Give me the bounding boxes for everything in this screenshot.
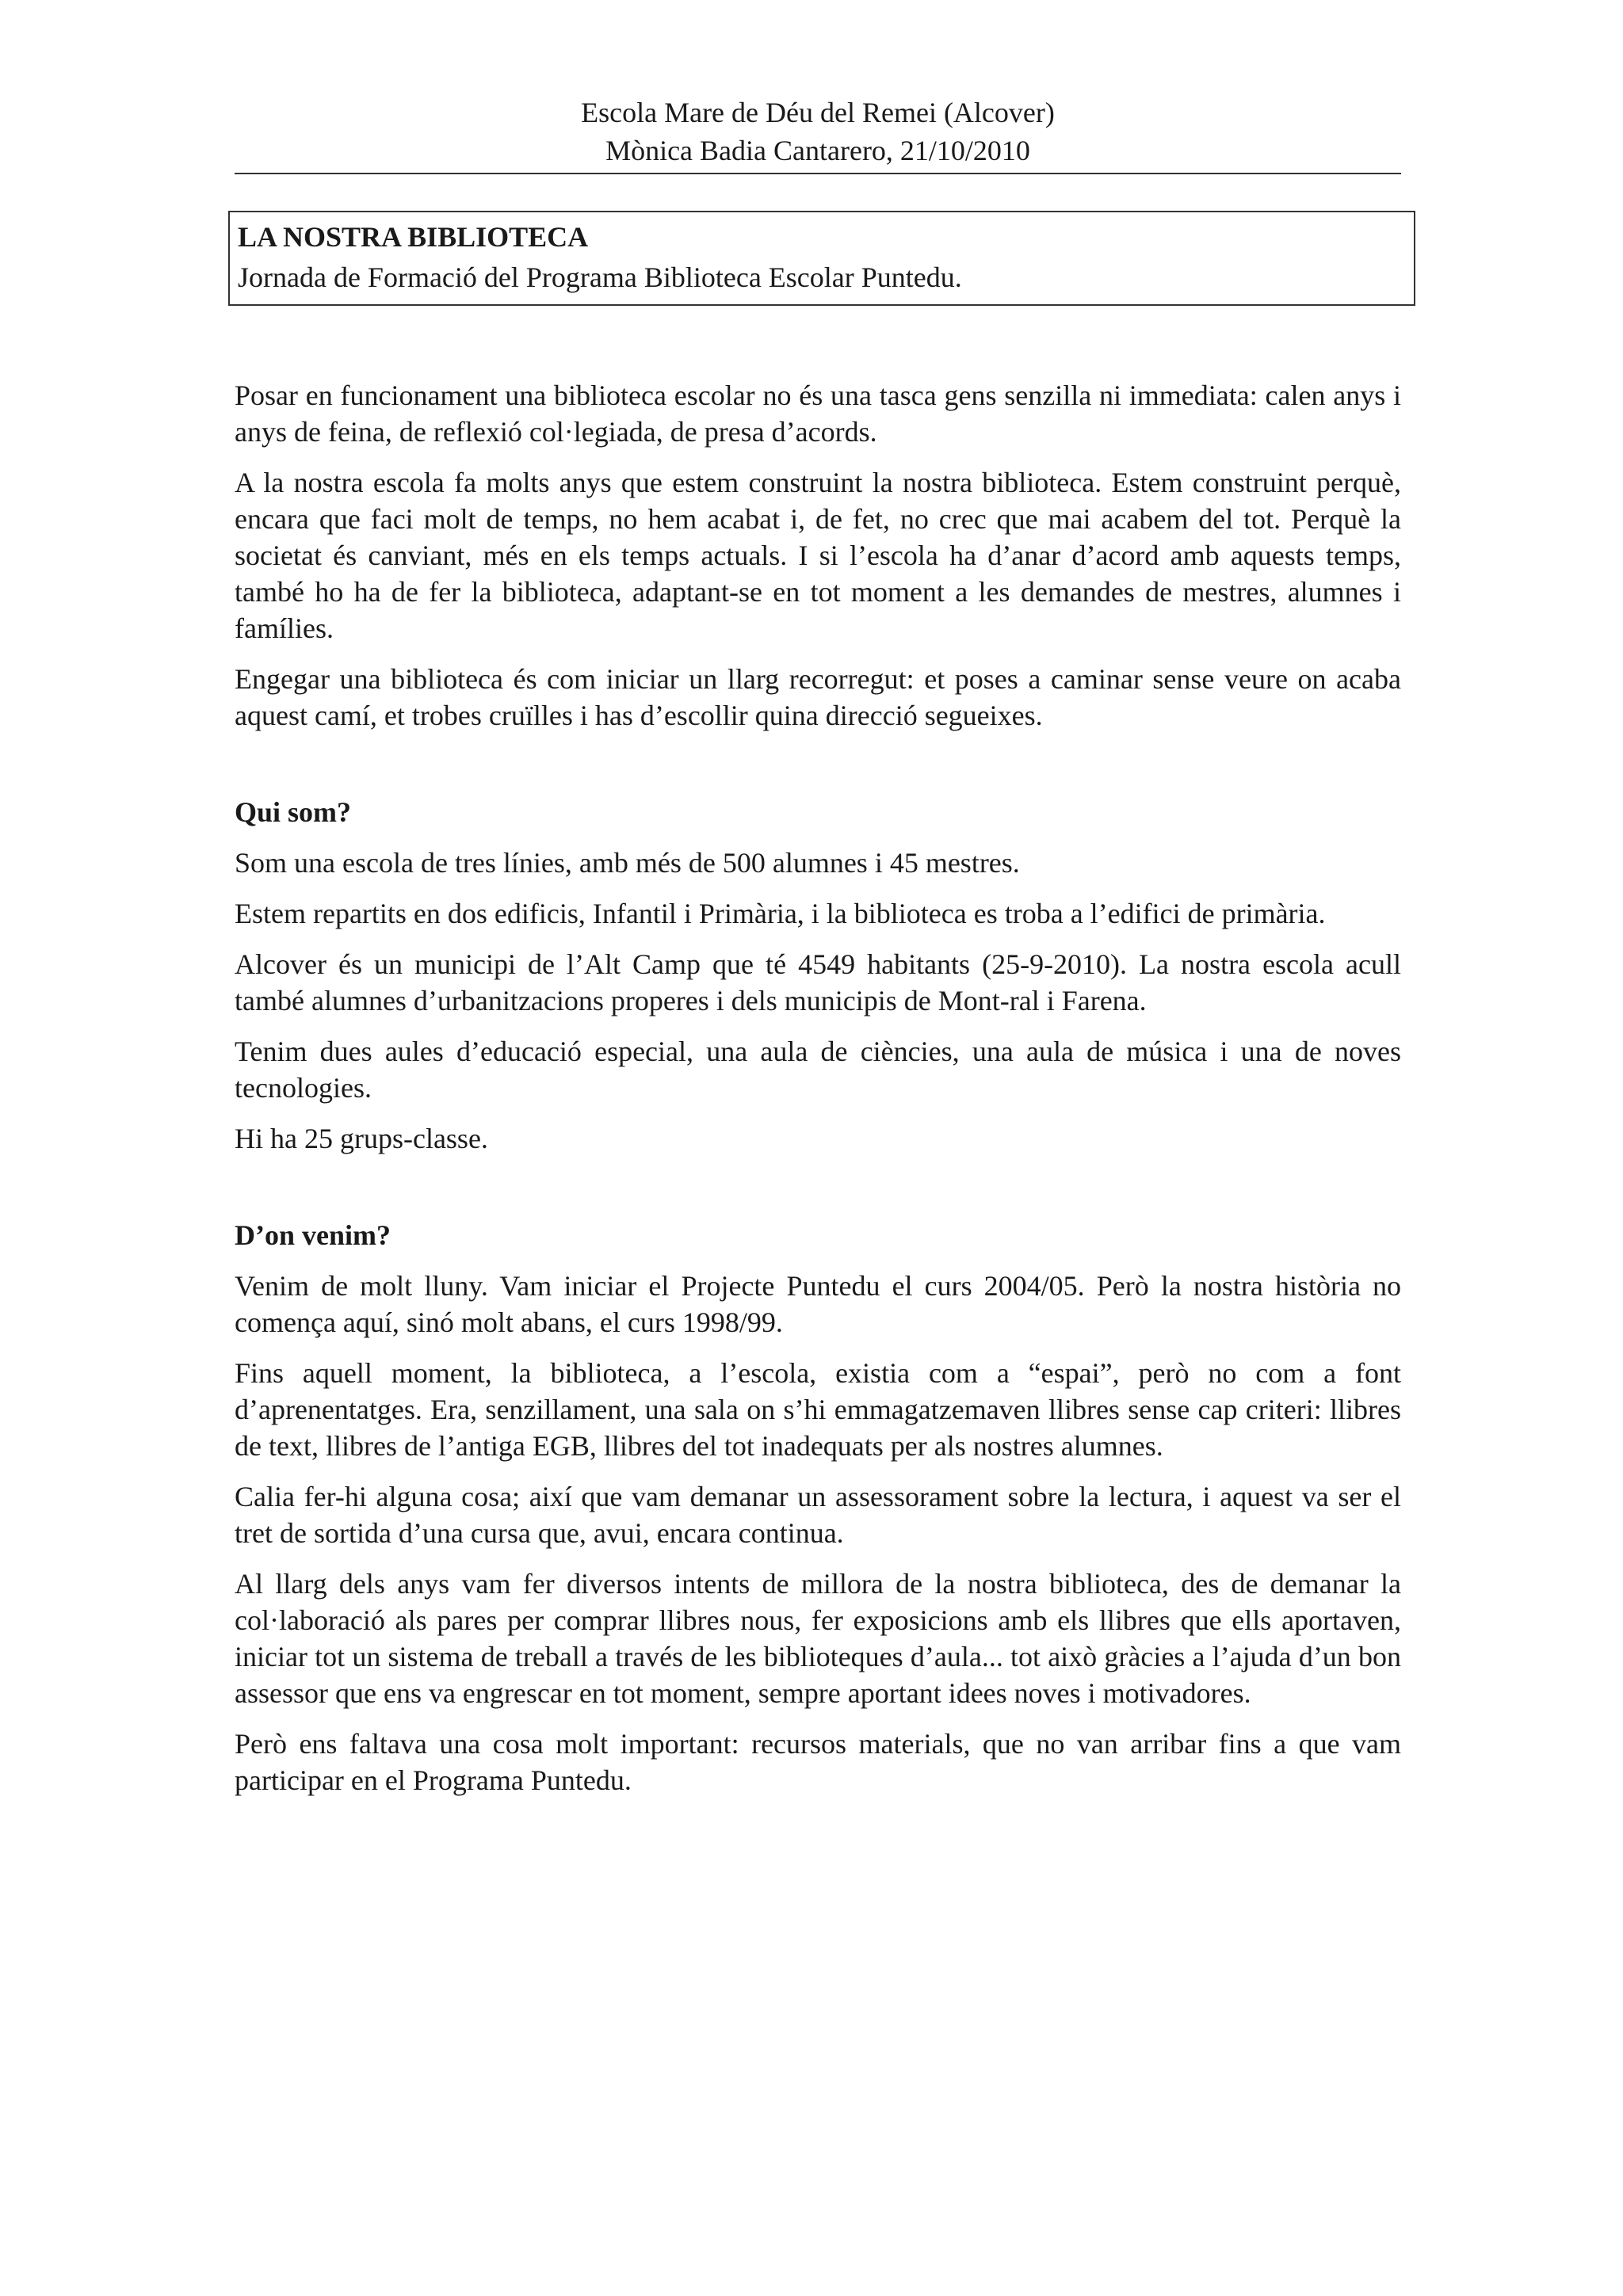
- title-box: [228, 211, 1415, 306]
- section-paragraph: Tenim dues aules d’educació especial, una aula de ciències, una aula de música i una de noves tecnologies.: [235, 1035, 1401, 1104]
- intro-paragraph: Posar en funcionament una biblioteca escolar no és una tasca gens senzilla ni immediata: calen anys i anys de feina, de reflexió col·legiada, de presa d’acords.: [235, 379, 1401, 448]
- document-body: [235, 377, 1401, 1813]
- intro-paragraph: Engegar una biblioteca és com iniciar un llarg recorregut: et poses a caminar sense veure on acaba aquest camí, et trobes cruïlles i has d’escollir quina direcció segueixes.: [235, 663, 1401, 731]
- section-paragraph: Estem repartits en dos edificis, Infantil i Primària, i la biblioteca es troba a l’edifici de primària.: [235, 898, 1326, 929]
- header-divider: [235, 173, 1401, 174]
- header-author-date: Mònica Badia Cantarero, 21/10/2010: [605, 135, 1030, 166]
- document-subtitle: Jornada de Formació del Programa Biblioteca Escolar Puntedu.: [238, 261, 962, 293]
- section-paragraph: Al llarg dels anys vam fer diversos intents de millora de la nostra biblioteca, des de demanar la col·laboració als pares per comprar llibres nous, fer exposicions amb els llibres que ells aportaven, iniciar tot un sistema de treball a través de les biblioteques d’aula... tot això gràcies a l’ajuda d’un bon assessor que ens va engrescar en tot moment, sempre aportant idees noves i motivadores.: [235, 1568, 1401, 1709]
- intro-paragraph: A la nostra escola fa molts anys que estem construint la nostra biblioteca. Estem construint perquè, encara que faci molt de temps, no hem acabat i, de fet, no crec que mai acabem del tot. Perquè la societat és canviant, més en els temps actuals. I si l’escola ha d’anar d’acord amb aquests temps, també ho ha de fer la biblioteca, adaptant-se en tot moment a les demandes de mestres, alumnes i famílies.: [235, 467, 1401, 644]
- section-paragraph: Calia fer-hi alguna cosa; així que vam demanar un assessorament sobre la lectura, i aquest va ser el tret de sortida d’una cursa que, avui, encara continua.: [235, 1481, 1401, 1549]
- section-paragraph: Venim de molt lluny. Vam iniciar el Projecte Puntedu el curs 2004/05. Però la nostra història no comença aquí, sinó molt abans, el curs 1998/99.: [235, 1270, 1401, 1338]
- section-spacer: [235, 1171, 1401, 1217]
- section-paragraph: Hi ha 25 grups-classe.: [235, 1123, 488, 1154]
- section-heading-qui-som: Qui som?: [235, 796, 352, 828]
- section-paragraph: Som una escola de tres línies, amb més de 500 alumnes i 45 mestres.: [235, 847, 1020, 879]
- section-paragraph: Fins aquell moment, la biblioteca, a l’escola, existia com a “espai”, però no com a font d’aprenentatges. Era, senzillament, una sala on s’hi emmagatzemaven llibres sense cap criteri: llibres de text, llibres de l’antiga EGB, llibres del tot inadequats per als nostres alumnes.: [235, 1357, 1401, 1462]
- section-spacer: [235, 748, 1401, 794]
- page-header: [235, 93, 1401, 170]
- section-paragraph: Però ens faltava una cosa molt important: recursos materials, que no van arribar fins a que vam participar en el Programa Puntedu.: [235, 1728, 1401, 1796]
- header-school-name: Escola Mare de Déu del Remei (Alcover): [581, 97, 1055, 128]
- section-paragraph: Alcover és un municipi de l’Alt Camp que té 4549 habitants (25-9-2010). La nostra escola acull també alumnes d’urbanitzacions properes i dels municipis de Mont-ral i Farena.: [235, 948, 1401, 1016]
- section-heading-don-venim: D’on venim?: [235, 1219, 391, 1251]
- document-title: LA NOSTRA BIBLIOTECA: [238, 221, 589, 253]
